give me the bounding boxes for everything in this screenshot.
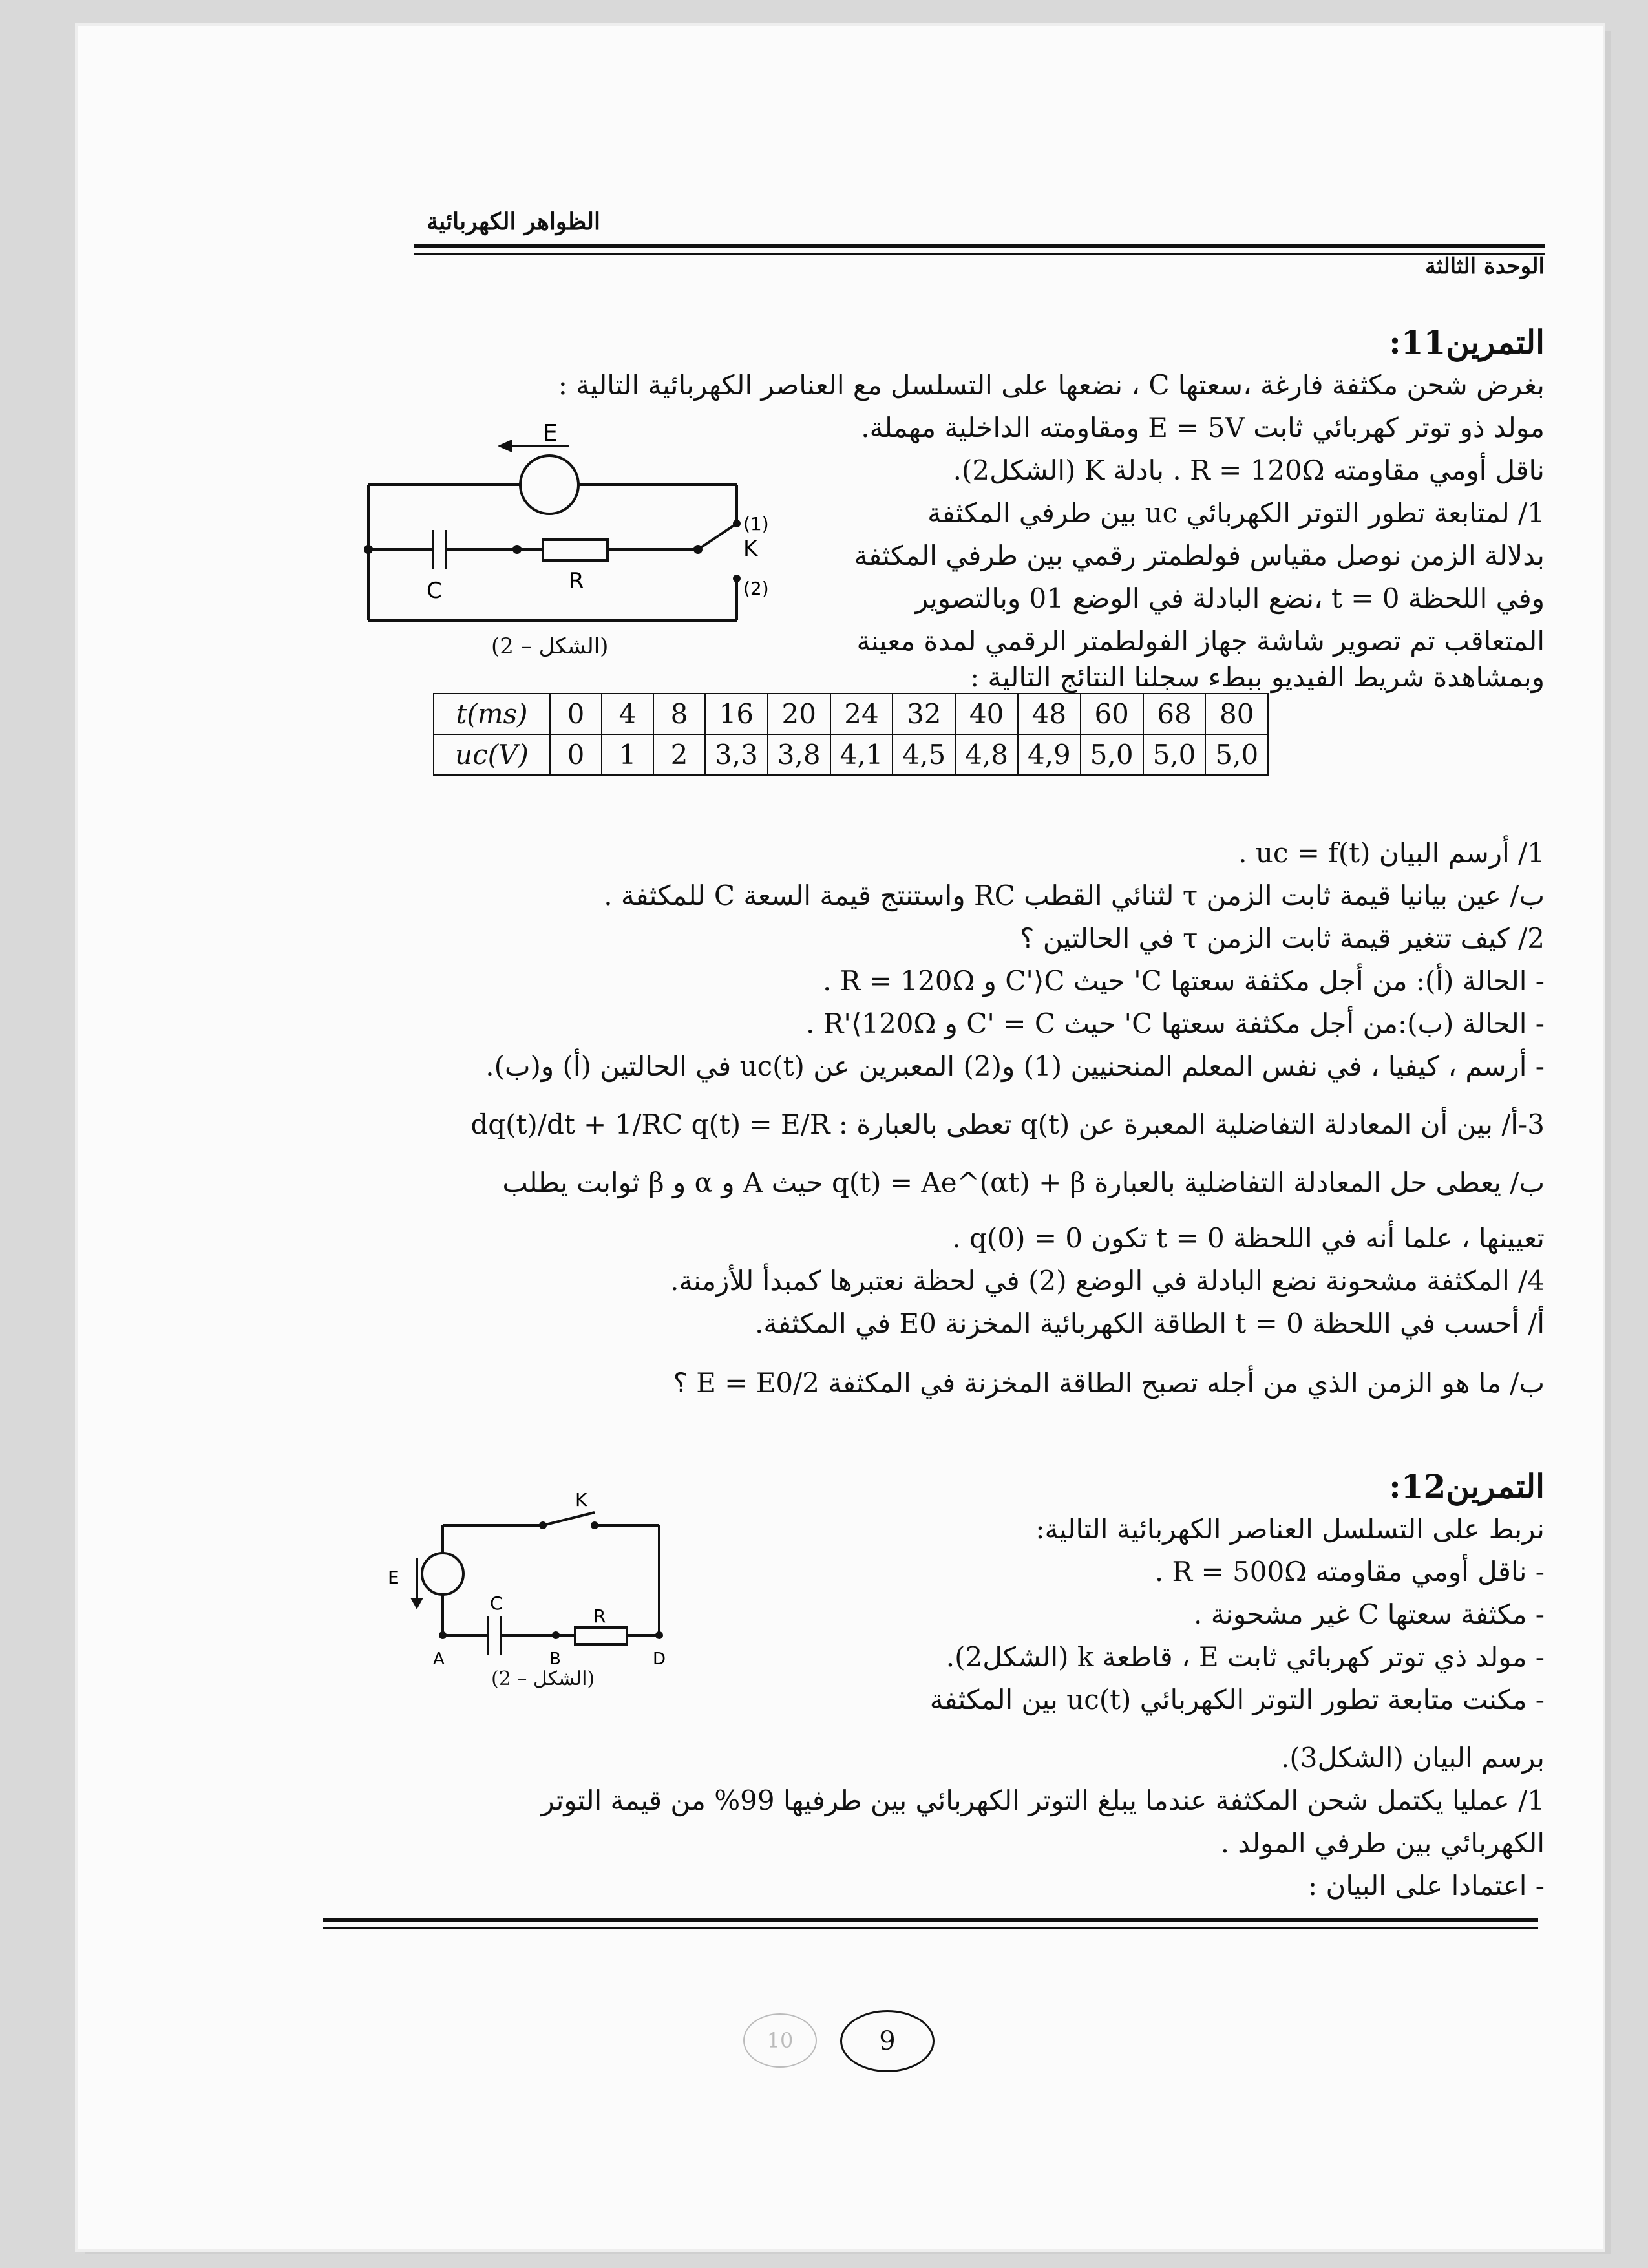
header-rule-thin	[414, 253, 1545, 255]
question-line: 1/ أرسم البيان uc = f(t) .	[1238, 837, 1545, 869]
svg-text:A: A	[433, 1649, 445, 1669]
table-cell: 4,8	[955, 734, 1018, 775]
question-line: 4/ المكثفة مشحونة نضع البادلة في الوضع (2) في لحظة نعتبرها كمبدأ للأزمنة.	[670, 1265, 1545, 1297]
ex11-line: 1/ لمتابعة تطور التوتر الكهربائي uc بين طرفي المكثفة	[927, 497, 1545, 529]
svg-text:K: K	[575, 1489, 587, 1510]
header-unit: الوحدة الثالثة	[1424, 253, 1545, 279]
svg-text:K: K	[743, 536, 758, 562]
table-cell: 3,8	[768, 734, 830, 775]
table-cell: 40	[955, 694, 1018, 734]
table-cell: 0	[550, 734, 602, 775]
table-cell: 48	[1018, 694, 1081, 734]
table-cell: 32	[893, 694, 955, 734]
ex12-line: - اعتمادا على البيان :	[1307, 1870, 1545, 1902]
question-line: ب/ ما هو الزمن الذي من أجله تصبح الطاقة المخزنة في المكثفة E = E0/2 ؟	[673, 1367, 1545, 1399]
footer-rule	[323, 1918, 1538, 1922]
question-line: أ/ أحسب في اللحظة t = 0 الطاقة الكهربائية المخزنة E0 في المكثفة.	[754, 1308, 1545, 1339]
ex12-line: - مكثفة سعتها C غير مشحونة .	[1194, 1598, 1545, 1630]
table-cell: 4,9	[1018, 734, 1081, 775]
ex12-line: - مولد ذي توتر كهربائي ثابت E ، قاطعة k (الشكل2).	[945, 1641, 1545, 1673]
table-cell: 80	[1205, 694, 1268, 734]
ex12-line: الكهربائي بين طرفي المولد .	[1220, 1827, 1545, 1859]
table-cell: 8	[653, 694, 705, 734]
table-cell: 4	[602, 694, 653, 734]
page-number: 9	[840, 2010, 935, 2072]
figure-caption: (الشكل – 2)	[491, 633, 609, 659]
table-cell: 20	[768, 694, 830, 734]
question-line: - أرسم ، كيفيا ، في نفس المعلم المنحنيين (1) و(2) المعبرين عن uc(t) في الحالتين (أ) و(ب).	[485, 1050, 1545, 1082]
footer-rule-thin	[323, 1927, 1538, 1929]
header-topic: الظواهر الكهربائية	[427, 208, 600, 235]
table-cell: 60	[1081, 694, 1143, 734]
ex11-line: مولد ذو توتر كهربائي ثابت E = 5V ومقاومته الداخلية مهملة.	[861, 412, 1545, 443]
question-line: تعيينها ، علما أنه في اللحظة t = 0 تكون q(0) = 0 .	[952, 1222, 1545, 1254]
table-cell: 4,1	[830, 734, 893, 775]
ex12-line: - مكنت متابعة تطور التوتر الكهربائي uc(t) بين المكثفة	[929, 1684, 1545, 1715]
question-line: - الحالة (أ): من أجل مكثفة سعتها C' حيث C'⟩C و R = 120Ω .	[823, 965, 1545, 997]
svg-text:C: C	[490, 1593, 503, 1614]
ex11-line: وفي اللحظة t = 0 ،نضع البادلة في الوضع 01 وبالتصوير	[914, 582, 1545, 614]
table-cell: 5,0	[1081, 734, 1143, 775]
table-cell: 16	[705, 694, 768, 734]
label-E: E	[543, 420, 558, 447]
figure-caption: (الشكل – 2)	[491, 1668, 595, 1690]
table-header-cell: uc(V)	[434, 734, 550, 775]
svg-text:R: R	[569, 568, 584, 594]
ex12-line: برسم البيان (الشكل3).	[1281, 1742, 1545, 1774]
table-cell: 68	[1143, 694, 1206, 734]
table-cell: 4,5	[893, 734, 955, 775]
table-row	[434, 694, 1268, 734]
table-cell: 2	[653, 734, 705, 775]
ex11-line: وبمشاهدة شريط الفيديو ببطء سجلنا النتائج التالية :	[969, 661, 1545, 693]
ex11-line: المتعاقب تم تصوير شاشة جهاز الفولطمتر الرقمي لمدة معينة	[856, 625, 1545, 657]
table-cell: 0	[550, 694, 602, 734]
measurement-table	[433, 693, 1269, 776]
table-cell: 5,0	[1205, 734, 1268, 775]
exercise-12-title: التمرين12:	[1389, 1467, 1545, 1505]
ex12-line: - ناقل أومي مقاومته R = 500Ω .	[1154, 1556, 1545, 1587]
svg-text:D: D	[653, 1649, 666, 1669]
svg-text:(1): (1)	[743, 513, 769, 535]
table-row	[434, 734, 1268, 775]
svg-text:B: B	[549, 1649, 561, 1669]
table-cell: 24	[830, 694, 893, 734]
ex11-line: بدلالة الزمن نوصل مقياس فولطمتر رقمي بين طرفي المكثفة	[854, 540, 1545, 571]
table-header-cell: t(ms)	[434, 694, 550, 734]
question-line: ب/ يعطى حل المعادلة التفاضلية بالعبارة q(t) = Ae^(αt) + β حيث A و α و β ثوابت يطلب	[502, 1167, 1545, 1198]
header-rule	[414, 244, 1545, 248]
question-line: ب/ عين بيانيا قيمة ثابت الزمن τ لثنائي القطب RC واستنتج قيمة السعة C للمكثفة .	[604, 880, 1545, 911]
svg-text:C: C	[427, 578, 442, 604]
ex12-line: نربط على التسلسل العناصر الكهربائية التالية:	[1035, 1513, 1545, 1545]
svg-text:R: R	[593, 1606, 606, 1627]
question-line: 2/ كيف تتغير قيمة ثابت الزمن τ في الحالتين ؟	[1020, 922, 1545, 954]
table-cell: 3,3	[705, 734, 768, 775]
question-line: - الحالة (ب):من أجل مكثفة سعتها C' حيث C' = C و R'⟨120Ω .	[806, 1008, 1545, 1039]
svg-text:E: E	[388, 1567, 399, 1588]
ex12-line: 1/ عمليا يكتمل شحن المكثفة عندما يبلغ التوتر الكهربائي بين طرفيها 99% من قيمة التوتر	[541, 1785, 1545, 1816]
exercise-11-title: التمرين11:	[1389, 323, 1545, 361]
table-cell: 5,0	[1143, 734, 1206, 775]
question-line: 3-أ/ بين أن المعادلة التفاضلية المعبرة عن q(t) تعطى بالعبارة : dq(t)/dt + 1/RC q(t) = E/R	[470, 1108, 1545, 1140]
ghost-page-number: 10	[743, 2013, 817, 2068]
table-cell: 1	[602, 734, 653, 775]
ex11-line: بغرض شحن مكثفة فارغة ،سعتها C ، نضعها على التسلسل مع العناصر الكهربائية التالية :	[558, 369, 1545, 401]
svg-text:(2): (2)	[743, 578, 769, 599]
ex11-line: ناقل أومي مقاومته R = 120Ω . بادلة K (الشكل2).	[953, 454, 1545, 486]
